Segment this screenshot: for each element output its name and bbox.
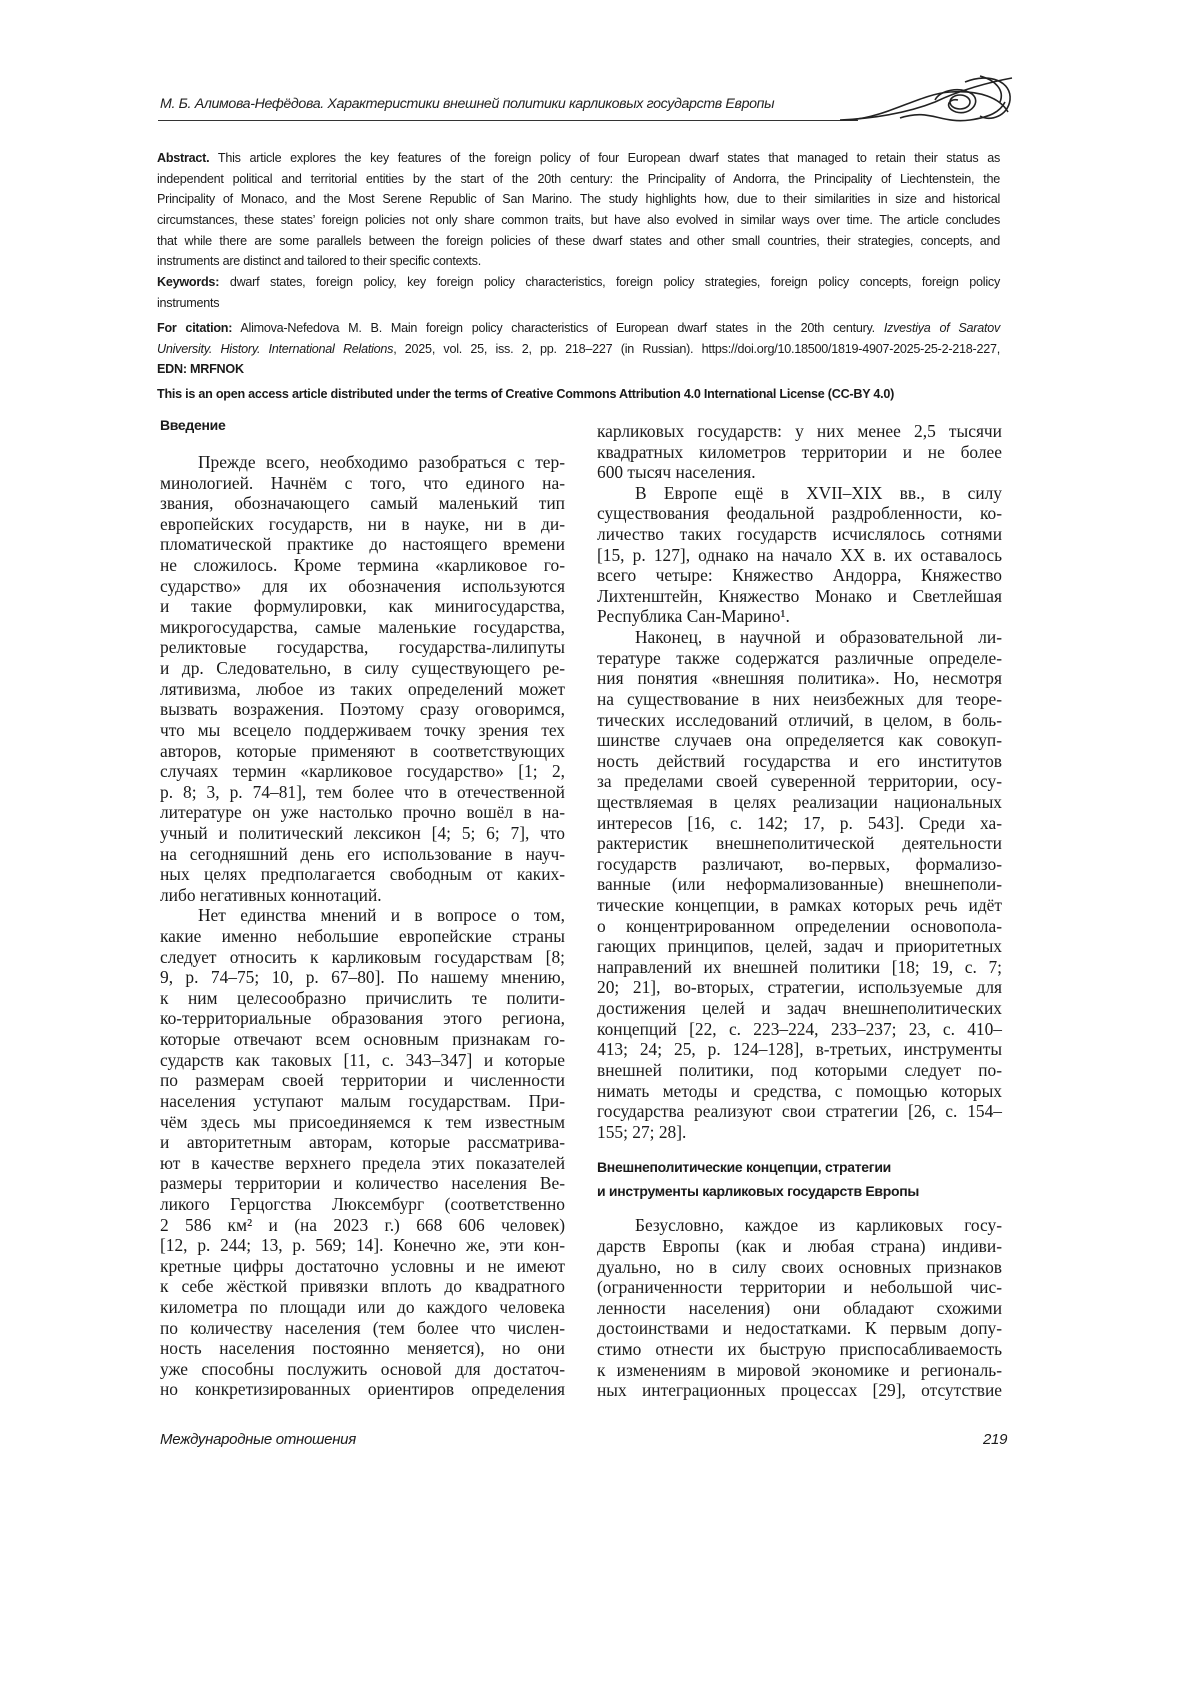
paragraph-line: стимо отнести их быструю приспосабливаемость — [597, 1339, 1002, 1360]
paragraph-line: карликовых государств: у них менее 2,5 тысячи — [597, 421, 1002, 442]
keywords — [157, 272, 1000, 313]
left-column — [160, 413, 565, 1400]
paragraph-line: Республика Сан-Марино¹. — [597, 606, 1002, 627]
footer-section-title: Международные отношения — [160, 1431, 356, 1448]
paragraph-line: авторов, которые применяют в соответствующих — [160, 741, 565, 762]
abstract-text: This article explores the key features of the foreign policy of four European dwarf states that managed to retain their status as — [218, 151, 1000, 165]
paragraph-line: которые отвечают всем основным признакам го- — [160, 1029, 565, 1050]
paragraph-line: к изменениям в мировой экономике и региональ- — [597, 1360, 1002, 1381]
abstract-line — [157, 169, 1000, 190]
paragraph-line: что мы всецело поддерживаем точку зрения тех — [160, 720, 565, 741]
paragraph-line: на существование в них неизбежных для теоре- — [597, 689, 1002, 710]
citation — [157, 318, 1000, 380]
license-text: This is an open access article distributed under the terms of Creative Commons Attribution 4.0 International License (CC-BY 4.0) — [157, 384, 1000, 405]
running-header: М. Б. Алимова-Нефёдова. Характеристики внешней политики карликовых государств Европы — [160, 96, 774, 112]
citation-text: Alimova-Nefedova M. B. Main foreign policy characteristics of European dwarf states in the 20th century. — [240, 321, 875, 335]
paragraph-line: ных целях предполагается свободным от каких- — [160, 864, 565, 885]
paragraph-line: достижения целей и задач внешнеполитических — [597, 998, 1002, 1019]
citation-journal: University. History. International Relations — [157, 342, 393, 356]
paragraph-line: звания, обозначающего самый маленький тип — [160, 493, 565, 514]
paragraph-line: государств различают, во-первых, формализо- — [597, 854, 1002, 875]
keywords-line — [157, 272, 1000, 293]
paragraph-line: 155; 27; 28]. — [597, 1122, 1002, 1143]
abstract-text: circumstances, these states’ foreign policies not only share common traits, but have also evolved in similar ways over time. The article concludes — [157, 213, 1000, 227]
paragraph-line: личество таких государств исчислялось сотнями — [597, 524, 1002, 545]
paragraph-line: и авторитетным авторам, которые рассматрива- — [160, 1132, 565, 1153]
paragraph-line: Нет единства мнений и в вопросе о том, — [160, 905, 565, 926]
right-column-body — [597, 421, 1002, 1142]
paragraph-line: кретные цифры достаточно условны и не имеют — [160, 1256, 565, 1277]
paragraph-line: 2 586 км² и (на 2023 г.) 668 606 человек) — [160, 1215, 565, 1236]
abstract-label: Abstract. — [157, 151, 209, 165]
paragraph-line: за пределами своей суверенной территории, осу- — [597, 771, 1002, 792]
paragraph-line: Прежде всего, необходимо разобраться с тер- — [160, 452, 565, 473]
keywords-line — [157, 293, 1000, 314]
paragraph-line: Безусловно, каждое из карликовых госу- — [597, 1215, 1002, 1236]
right-column-body — [597, 1215, 1002, 1400]
header-ornament-icon — [840, 72, 1015, 132]
paragraph — [597, 421, 1002, 483]
citation-journal: Izvestiya of Saratov — [884, 321, 1000, 335]
paragraph-line: микрогосударства, самые маленькие государства, — [160, 617, 565, 638]
paragraph-line: дарств Европы (как и любая страна) индиви- — [597, 1236, 1002, 1257]
paragraph-line: тические концепции, в рамках которых речь идёт — [597, 895, 1002, 916]
keywords-label: Keywords: — [157, 275, 219, 289]
paragraph-line: [15, p. 127], однако на начало XX в. их оставалось — [597, 545, 1002, 566]
section-heading-concepts — [597, 1155, 1002, 1203]
left-column-body — [160, 452, 565, 1400]
paragraph-line: вызвать возражения. Поэтому сразу оговоримся, — [160, 699, 565, 720]
abstract-text: instruments are distinct and tailored to their specific contexts. — [157, 254, 481, 268]
paragraph-line: Наконец, в научной и образовательной ли- — [597, 627, 1002, 648]
paragraph-line: государства реализуют свои стратегии [26, с. 154– — [597, 1101, 1002, 1122]
page-number: 219 — [983, 1431, 1007, 1448]
paragraph-line: В Европе ещё в XVII–XIX вв., в силу — [597, 483, 1002, 504]
paragraph-line: о концентрированном определении основопола- — [597, 916, 1002, 937]
keywords-text: dwarf states, foreign policy, key foreign policy characteristics, foreign policy strategies, foreign policy concepts, foreign policy — [230, 275, 1000, 289]
paragraph-line: 9, p. 74–75; 10, p. 67–80]. По нашему мнению, — [160, 967, 565, 988]
paragraph-line: 20; 21], во-вторых, стратегии, используемые для — [597, 977, 1002, 998]
paragraph-line: тических исследований отличий, в целом, в боль- — [597, 710, 1002, 731]
paragraph-line: концепций [22, с. 223–224, 233–237; 23, с. 410– — [597, 1019, 1002, 1040]
paragraph-line: существования феодальной раздробленности, ко- — [597, 503, 1002, 524]
paragraph-line: и др. Следовательно, в силу существующего ре- — [160, 658, 565, 679]
paragraph-line: учный и политический лексикон [4; 5; 6; 7], что — [160, 823, 565, 844]
abstract-line — [157, 210, 1000, 231]
paragraph-line: уже способны послужить основой для достаточ- — [160, 1359, 565, 1380]
paragraph-line: не сложилось. Кроме термина «карликовое го- — [160, 555, 565, 576]
paragraph-line: 413; 24; 25, p. 124–128], в-третьих, инструменты — [597, 1039, 1002, 1060]
paragraph-line: дуально, но в силу своих основных признаков — [597, 1257, 1002, 1278]
paragraph-line: ленности населения) они обладают схожими — [597, 1298, 1002, 1319]
paragraph-line: ных интеграционных процессах [29], отсутствие — [597, 1380, 1002, 1401]
paragraph-line: Лихтенштейн, Княжество Монако и Светлейшая — [597, 586, 1002, 607]
right-column — [597, 421, 1002, 1401]
paragraph — [597, 1215, 1002, 1400]
paragraph-line: 600 тысяч населения. — [597, 462, 1002, 483]
abstract-line — [157, 148, 1000, 169]
paragraph-line: тературе также содержатся различные определе- — [597, 648, 1002, 669]
paragraph-line: на сегодняшний день его использование в науч- — [160, 844, 565, 865]
paragraph-line: километра по площади или до каждого человека — [160, 1297, 565, 1318]
paragraph — [160, 452, 565, 905]
paragraph-line: лятивизма, любое из таких определений может — [160, 679, 565, 700]
paragraph-line: ликого Герцогства Люксембург (соответственно — [160, 1194, 565, 1215]
paragraph-line: ко-территориальные образования этого региона, — [160, 1008, 565, 1029]
paragraph-line: по количеству населения (тем более что числен- — [160, 1318, 565, 1339]
paragraph-line: следует относить к карликовым государствам [8; — [160, 947, 565, 968]
citation-doi-link[interactable]: , 2025, vol. 25, iss. 2, pp. 218–227 (in Russian). https://doi.org/10.18500/1819-4907-2025-25-2-218-227, — [393, 342, 1000, 356]
paragraph-line: (ограниченности территории и небольшой чис- — [597, 1277, 1002, 1298]
paragraph — [160, 905, 565, 1400]
section-heading-line: Внешнеполитические концепции, стратегии — [597, 1155, 1002, 1179]
paragraph-line: ния понятия «внешняя политика». Но, несмотря — [597, 668, 1002, 689]
paragraph-line: европейских государств, ни в науке, ни в ди- — [160, 514, 565, 535]
paragraph-line: рактеристик внешнеполитической деятельности — [597, 833, 1002, 854]
paragraph-line: шинстве случаев она определяется как совокуп- — [597, 730, 1002, 751]
paragraph-line: p. 8; 3, p. 74–81], тем более что в отечественной — [160, 782, 565, 803]
section-heading-introduction: Введение — [160, 413, 565, 437]
abstract-text: that while there are some parallels between the foreign policies of these dwarf states and other small countries, their strategies, concepts, and — [157, 234, 1000, 248]
paragraph-line: внешней политики, под которыми следует по- — [597, 1060, 1002, 1081]
citation-edn: EDN: MRFNOK — [157, 359, 1000, 380]
abstract-text: independent political and territorial entities by the start of the 20th century: the Principality of Andorra, the Principality of Liechtenstein, the — [157, 172, 1000, 186]
paragraph-line: случаях термин «карликовое государство» [1; 2, — [160, 761, 565, 782]
paragraph-line: по размерам своей территории и численности — [160, 1070, 565, 1091]
abstract-line — [157, 251, 1000, 272]
paragraph-line: ность населения постоянно меняется), но они — [160, 1338, 565, 1359]
paragraph-line: к ним целесообразно причислить те полити- — [160, 988, 565, 1009]
paragraph-line: пломатической практике до настоящего времени — [160, 534, 565, 555]
keywords-text: instruments — [157, 296, 219, 310]
header-rule — [158, 120, 858, 121]
paragraph-line: ность действий государства и его институтов — [597, 751, 1002, 772]
paragraph-line: гающих принципов, целей, задач и приоритетных — [597, 936, 1002, 957]
paragraph-line: литературе он уже настолько прочно вошёл в на- — [160, 802, 565, 823]
paragraph-line: но конкретизированных ориентиров определения — [160, 1379, 565, 1400]
paragraph-line: чём здесь мы присоединяемся к тем известным — [160, 1112, 565, 1133]
paragraph-line: либо негативных коннотаций. — [160, 885, 565, 906]
license-note — [157, 384, 1000, 405]
paragraph-line: ществляемая в целях реализации национальных — [597, 792, 1002, 813]
paragraph-line: к себе жёсткой привязки вплоть до квадратного — [160, 1276, 565, 1297]
paragraph-line: всего четыре: Княжество Андорра, Княжество — [597, 565, 1002, 586]
section-heading-line: и инструменты карликовых государств Европы — [597, 1179, 1002, 1203]
paragraph-line: достоинствами и недостатками. К первым допу- — [597, 1318, 1002, 1339]
abstract-line — [157, 189, 1000, 210]
paragraph-line: сударство» для их обозначения используются — [160, 576, 565, 597]
abstract — [157, 148, 1000, 272]
paragraph-line: какие именно небольшие европейские страны — [160, 926, 565, 947]
paragraph-line: квадратных километров территории и не более — [597, 442, 1002, 463]
paragraph-line: минологией. Начнём с того, что единого на- — [160, 473, 565, 494]
paragraph-line: размеры территории и количество населения Ве- — [160, 1173, 565, 1194]
paragraph-line: ванные (или неформализованные) внешнеполи- — [597, 874, 1002, 895]
paragraph-line: [12, p. 244; 13, p. 569; 14]. Конечно же, эти кон- — [160, 1235, 565, 1256]
paragraph-line: и такие формулировки, как минигосударства, — [160, 596, 565, 617]
paragraph-line: направлений их внешней политики [18; 19, с. 7; — [597, 957, 1002, 978]
citation-label: For citation: — [157, 321, 232, 335]
paragraph-line: интересов [16, с. 142; 17, p. 543]. Среди ха- — [597, 813, 1002, 834]
paragraph-line: ют в качестве верхнего предела этих показателей — [160, 1153, 565, 1174]
paragraph-line: сударств как таковых [11, с. 343–347] и которые — [160, 1050, 565, 1071]
paragraph — [597, 483, 1002, 627]
paragraph — [597, 627, 1002, 1142]
abstract-line — [157, 231, 1000, 252]
abstract-text: Principality of Monaco, and the Most Serene Republic of San Marino. The study highlights how, due to their similarities in size and historical — [157, 192, 1000, 206]
paragraph-line: нимать методы и средства, с помощью которых — [597, 1081, 1002, 1102]
paragraph-line: населения уступают малым государствам. При- — [160, 1091, 565, 1112]
paragraph-line: реликтовые государства, государства-лилипуты — [160, 637, 565, 658]
